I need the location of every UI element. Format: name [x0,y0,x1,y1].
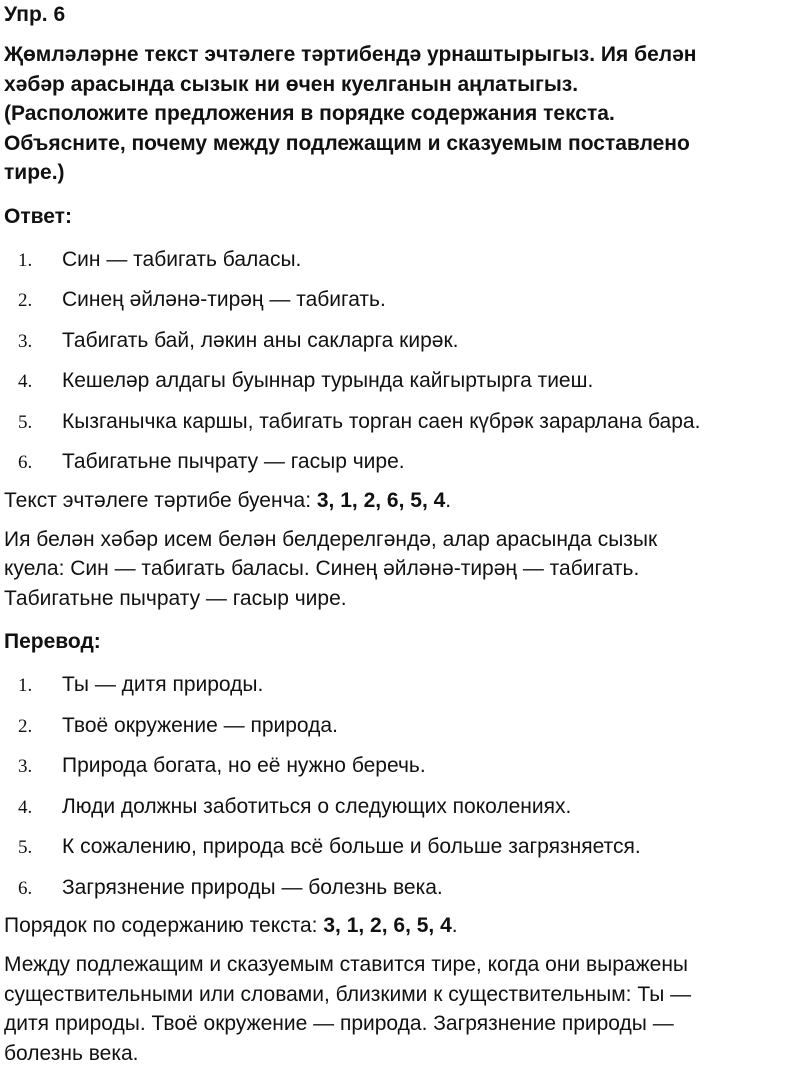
order-value: 3, 1, 2, 6, 5, 4 [323,914,452,937]
item-number: 3. [18,330,33,352]
answer-item [4,280,796,321]
explanation-line: Табигатьне пычрату — гасыр чире. [4,586,347,610]
translation-explanation [4,950,796,1068]
item-text: Загрязнение природы — болезнь века. [62,875,443,899]
item-number: 2. [18,290,33,311]
item-number: 1. [18,675,33,696]
item-text: Люди должны заботиться о следующих поколениях. [62,794,572,818]
order-end: . [445,488,452,512]
explanation-line: существительными или словами, близкими к существительным: Ты — [4,982,692,1006]
translation-item [4,746,796,787]
translation-item [4,827,796,868]
answer-item [4,442,796,483]
item-text: Табигатьне пычрату — гасыр чире. [62,450,405,473]
translation-item [4,665,796,706]
explanation-line: Ия белән хәбәр исем белән белдерелгәндә, алар арасында сызык [4,527,658,551]
translation-list [4,665,796,908]
item-text: К сожалению, природа всё больше и больше загрязняется. [62,835,641,858]
answer-item [4,240,796,281]
item-number: 4. [18,796,33,818]
task-line: Объясните, почему между подлежащим и сказуемым поставлено [4,131,690,155]
answer-order [4,487,796,515]
item-text: Син — табигать баласы. [62,247,302,271]
answer-item [4,402,796,443]
exercise-title: Упр. 6 [4,3,66,26]
item-number: 6. [18,877,33,899]
order-label: Порядок по содержанию текста: [4,914,324,937]
exercise-page [4,0,796,1068]
translation-order [4,912,796,940]
answer-item [4,321,796,362]
answer-item [4,361,796,402]
item-number: 2. [18,715,33,737]
item-text: Ты — дитя природы. [62,673,264,696]
item-number: 6. [18,452,33,473]
translation-heading: Перевод: [4,630,101,653]
item-number: 5. [18,411,33,433]
item-text: Природа богата, но её нужно беречь. [62,754,426,777]
item-text: Синең әйләнә-тирәң — табигать. [62,288,386,311]
item-number: 4. [18,371,33,392]
answer-list [4,240,796,483]
translation-item [4,868,796,909]
task-line: хәбәр арасында сызык ни өчен куелганын аңлатыгыз. [4,72,579,96]
translation-item [4,706,796,747]
order-end: . [451,914,458,937]
explanation-line: Между подлежащим и сказуемым ставится тире, когда они выражены [4,953,689,976]
explanation-line: болезнь века. [4,1041,139,1065]
item-text: Кызганычка каршы, табигать торган саен күбрәк зарарлана бара. [62,409,701,433]
item-number: 5. [18,837,33,858]
item-number: 3. [18,756,33,777]
answer-explanation [4,525,796,614]
item-text: Кешеләр алдагы буыннар турында кайгыртырга тиеш. [62,369,594,392]
explanation-line: дитя природы. Твоё окружение — природа. Загрязнение природы — [4,1012,674,1035]
item-number: 1. [18,249,33,271]
task-instructions [4,40,796,188]
item-text: Табигать бай, ләкин аны сакларга кирәк. [62,328,459,352]
order-value: 3, 1, 2, 6, 5, 4 [316,488,446,512]
task-line: (Расположите предложения в порядке содержания текста. [4,102,615,125]
explanation-line: куела: Син — табигать баласы. Синең әйләнә-тирәң — табигать. [4,557,640,580]
translation-item [4,787,796,828]
task-line: Җөмләләрне текст эчтәлеге тәртибендә урнаштырыгыз. Ия белән [4,43,697,66]
task-line: тире.) [4,161,65,184]
answer-heading: Ответ: [4,204,72,228]
order-label: Текст эчтәлеге тәртибе буенча: [4,488,317,512]
item-text: Твоё окружение — природа. [62,713,338,737]
